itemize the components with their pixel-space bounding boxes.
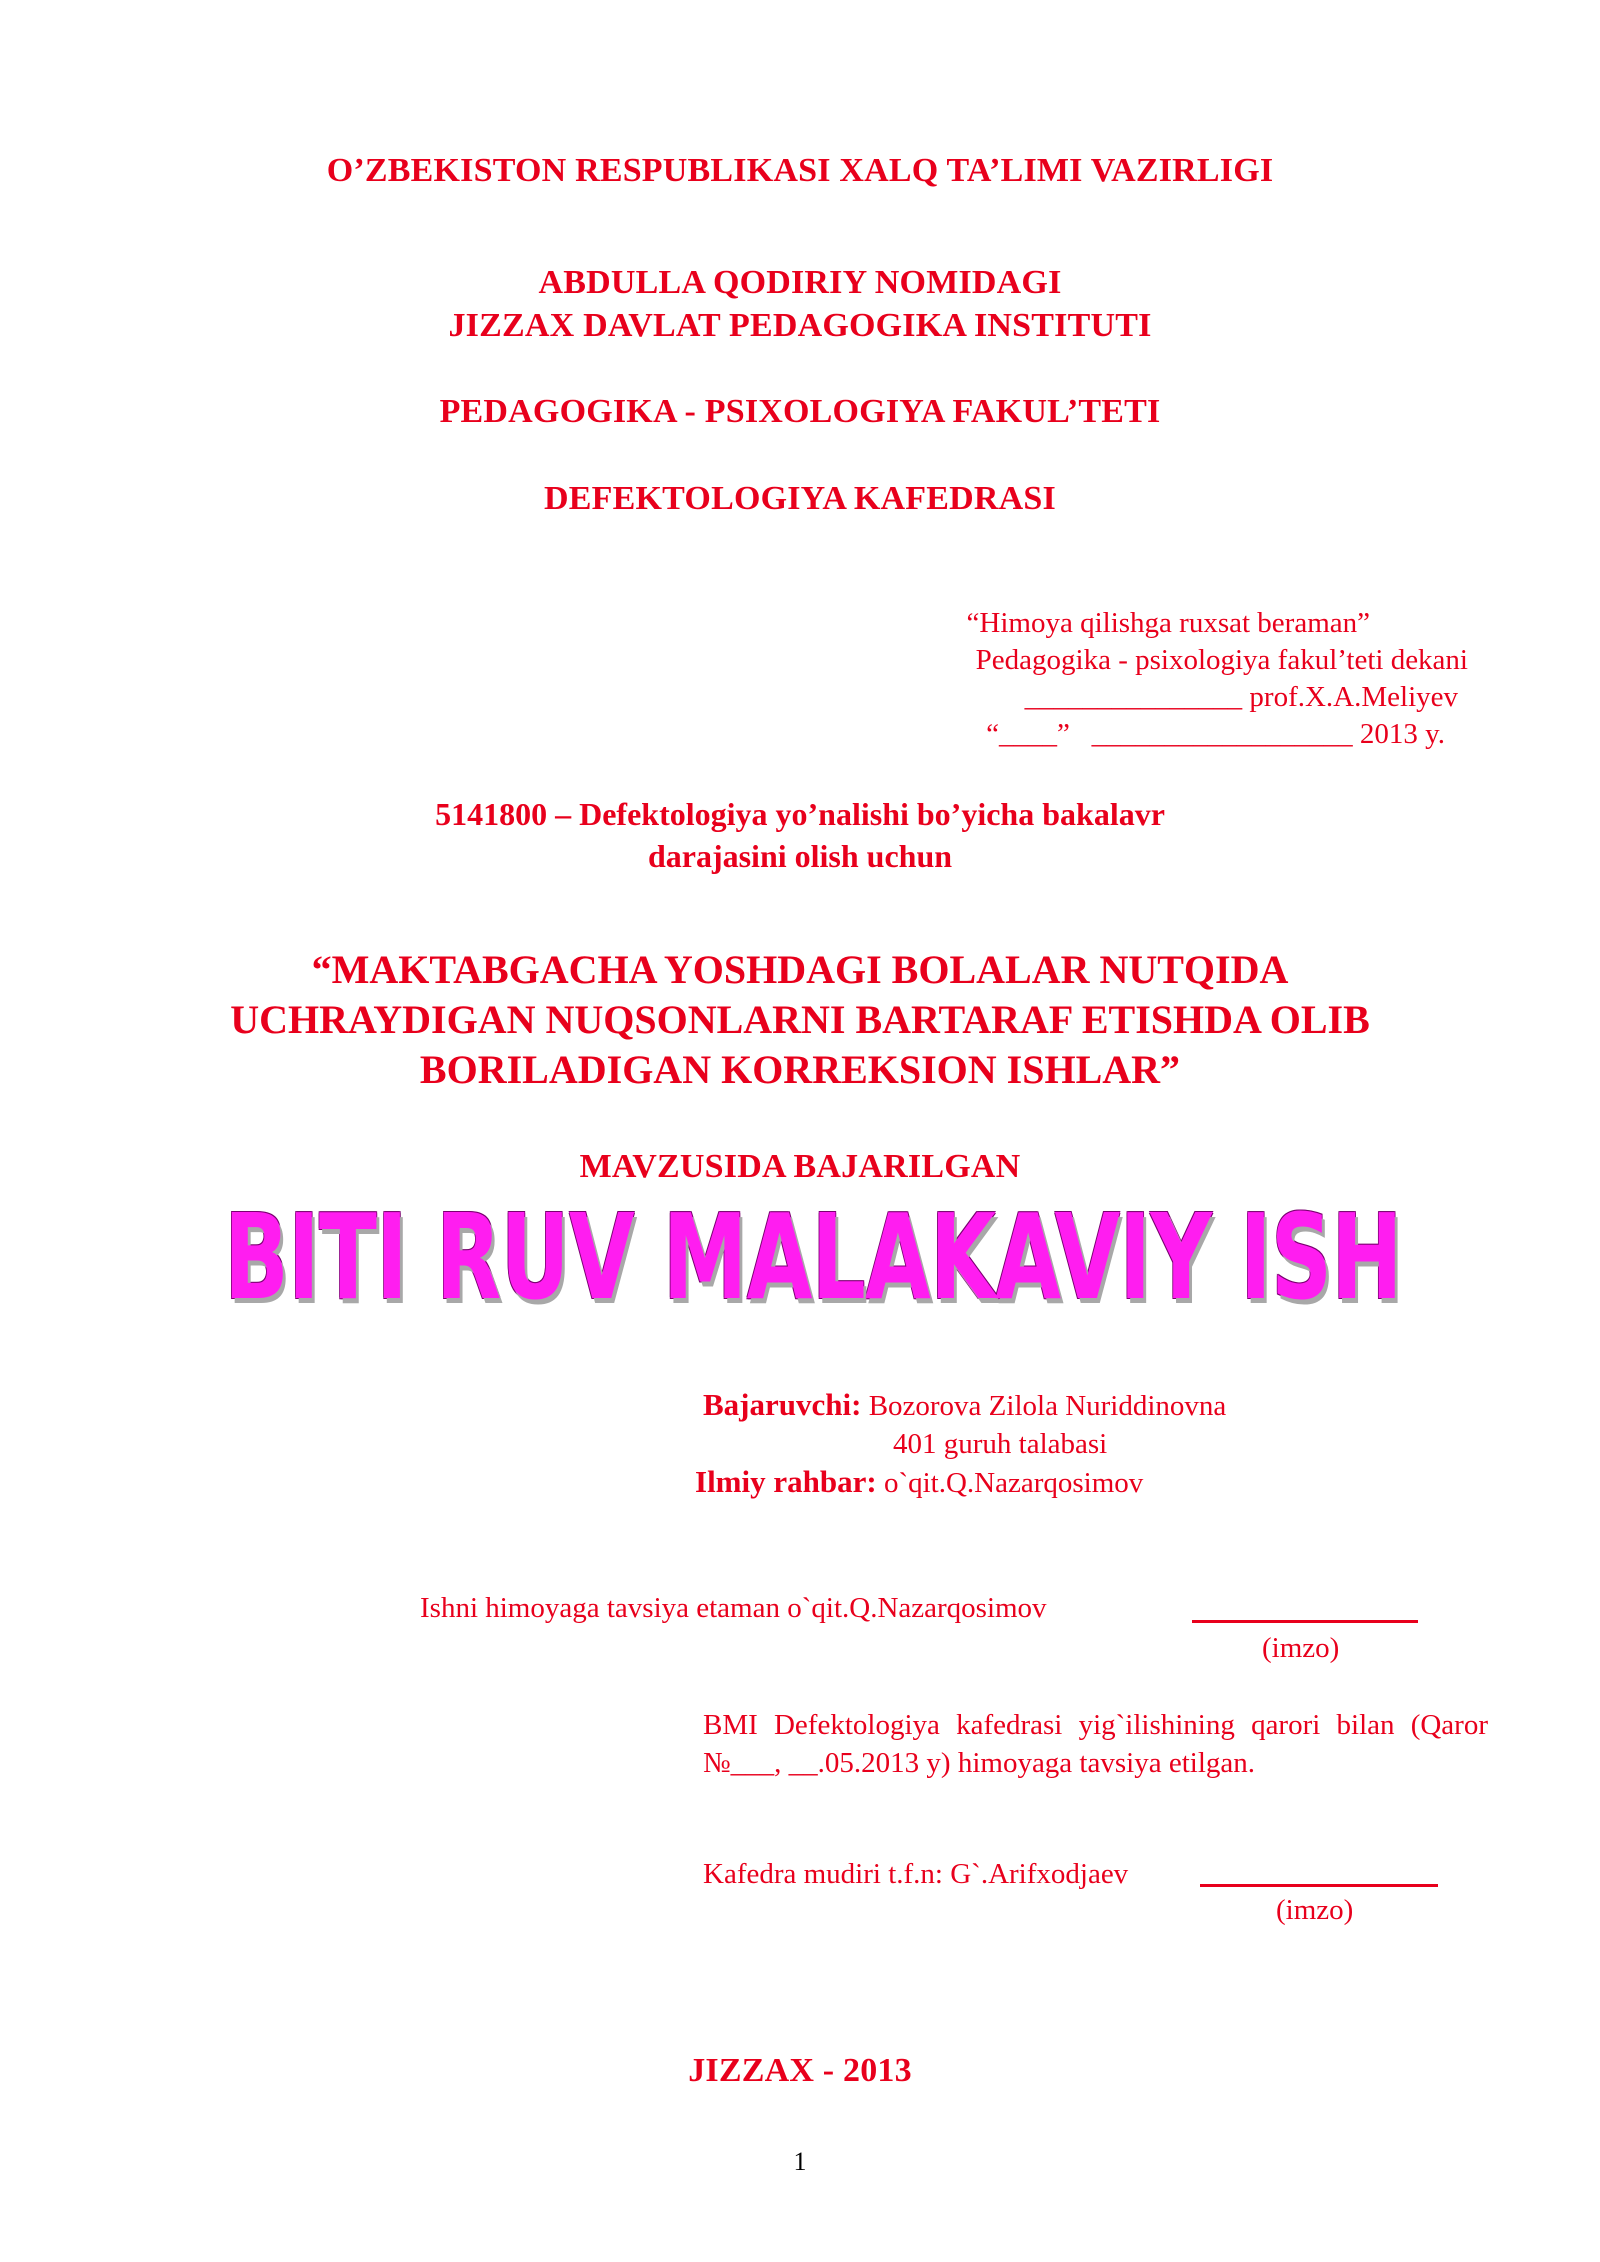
degree-line2: darajasini olish uchun — [647, 838, 953, 874]
ministry-heading: O’ZBEKISTON RESPUBLIKASI XALQ TA’LIMI VAZIRLIGI — [326, 152, 1274, 189]
topic-title — [0, 945, 1600, 1095]
performer-name: Bozorova Zilola Nuriddinovna — [861, 1390, 1227, 1422]
approval-line1: “Himoya qilishga ruxsat beraman” — [966, 607, 1370, 639]
supervisor-line — [695, 1463, 1226, 1502]
head-signature-caption: (imzo) — [1276, 1894, 1354, 1926]
page-number: 1 — [793, 2147, 807, 2176]
approval-date-day: “____” — [986, 718, 1070, 750]
approval-date-line — [0, 716, 1445, 753]
authors-block — [695, 1386, 1227, 1502]
supervisor-name: o`qit.Q.Nazarqosimov — [876, 1467, 1144, 1499]
work-title: BITI RUV MALAKAVIY ISH — [224, 1188, 1402, 1326]
recommendation-signature-line — [1192, 1620, 1418, 1623]
work-title-wrap — [0, 1188, 1600, 1328]
approval-block — [0, 605, 1468, 753]
degree-line1: 5141800 – Defektologiya yo’nalishi bo’yicha bakalavr — [435, 796, 1165, 832]
city-year: JIZZAX - 2013 — [688, 2052, 912, 2089]
faculty-heading: PEDAGOGIKA - PSIXOLOGIYA FAKUL’TETI — [439, 393, 1161, 430]
performer-label: Bajaruvchi: — [703, 1387, 862, 1422]
department-heading: DEFEKTOLOGIYA KAFEDRASI — [544, 480, 1056, 517]
approval-dean-title: Pedagogika - psixologiya fakul’teti dekani — [975, 644, 1468, 676]
approval-signature-blank: _______________ — [1024, 681, 1243, 713]
institute-name-line2: JIZZAX DAVLAT PEDAGOGIKA INSTITUTI — [448, 307, 1152, 344]
performer-line — [703, 1386, 1226, 1425]
approval-date-year: 2013 y. — [1352, 718, 1445, 750]
approval-dean-name: prof.X.A.Meliyev — [1242, 681, 1458, 713]
approval-date-month: __________________ — [1091, 718, 1353, 750]
head-signature-text: Kafedra mudiri t.f.n: G`.Arifxodjaev — [703, 1858, 1129, 1890]
topic-line1: “MAKTABGACHA YOSHDAGI BOLALAR NUTQIDA — [311, 947, 1289, 992]
topic-line2: UCHRAYDIGAN NUQSONLARNI BARTARAF ETISHDA OLIB — [230, 997, 1370, 1042]
recommendation-text: Ishni himoyaga tavsiya etaman o`qit.Q.Nazarqosimov — [420, 1592, 1047, 1624]
institute-name-line1: ABDULLA QODIRIY NOMIDAGI — [538, 264, 1062, 301]
topic-suffix: MAVZUSIDA BAJARILGAN — [579, 1148, 1021, 1185]
head-signature-line — [1200, 1884, 1438, 1887]
recommendation-signature-caption: (imzo) — [1262, 1632, 1340, 1664]
supervisor-label: Ilmiy rahbar: — [695, 1464, 877, 1499]
department-decision: BMI Defektologiya kafedrasi yig`ilishining qarori bilan (Qaror №___, __.05.2013 y) himoyaga tavsiya etilgan. — [703, 1709, 1488, 1779]
approval-dean-signature — [0, 679, 1458, 716]
performer-group: 401 guruh talabasi — [893, 1428, 1108, 1460]
topic-line3: BORILADIGAN KORREKSION ISHLAR” — [419, 1047, 1181, 1092]
